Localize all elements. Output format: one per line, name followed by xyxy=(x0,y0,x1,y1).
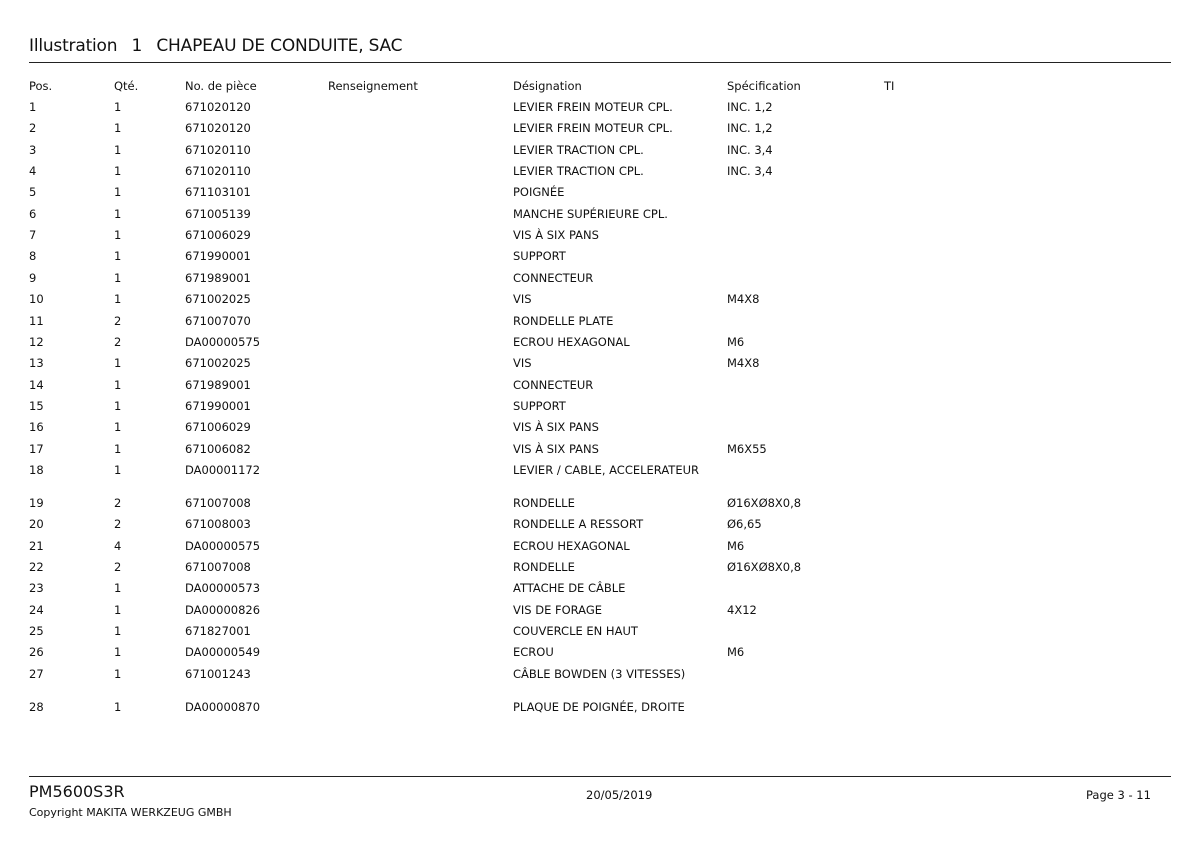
row-designation: LEVIER TRACTION CPL. xyxy=(513,164,644,179)
row-part-number: 671008003 xyxy=(185,517,251,532)
illustration-title: CHAPEAU DE CONDUITE, SAC xyxy=(156,36,403,56)
row-designation: RONDELLE xyxy=(513,560,575,574)
row-qty: 1 xyxy=(114,164,122,179)
row-part-number: 671002025 xyxy=(185,356,251,371)
header-divider xyxy=(29,62,1171,63)
row-part-number: 671006029 xyxy=(185,420,251,435)
row-qty: 2 xyxy=(114,517,122,532)
row-qty: 1 xyxy=(114,292,122,307)
row-designation: SUPPORT xyxy=(513,249,566,264)
row-qty: 1 xyxy=(114,206,122,221)
row-designation: VIS À SIX PANS xyxy=(513,420,599,435)
row-qty: 1 xyxy=(114,185,122,200)
row-part-number: 671989001 xyxy=(185,270,251,285)
row-qty: 2 xyxy=(114,495,122,510)
row-designation: RONDELLE A RESSORT xyxy=(513,517,644,532)
row-pos: 7 xyxy=(29,228,37,243)
row-part-number: 671006082 xyxy=(185,441,251,456)
row-designation: PLAQUE DE POIGNÉE, DROITE xyxy=(513,699,685,714)
row-part-number: DA00001172 xyxy=(185,462,261,477)
row-specification: Ø6,65 xyxy=(727,517,762,532)
row-part-number: DA00000575 xyxy=(185,538,261,553)
table-row xyxy=(0,248,1200,264)
table-row xyxy=(0,355,1200,371)
table-row xyxy=(0,227,1200,243)
row-designation: SUPPORT xyxy=(513,398,566,413)
row-qty: 4 xyxy=(114,538,122,553)
row-pos: 2 xyxy=(29,121,37,136)
row-designation: RONDELLE xyxy=(513,495,575,510)
row-specification: M4X8 xyxy=(727,356,760,371)
row-pos: 3 xyxy=(29,142,37,157)
row-designation: LEVIER FREIN MOTEUR CPL. xyxy=(513,100,673,114)
row-specification: Ø16XØ8X0,8 xyxy=(727,560,802,574)
row-qty: 2 xyxy=(114,560,122,574)
row-part-number: DA00000549 xyxy=(185,645,261,660)
row-pos: 26 xyxy=(29,645,44,660)
row-designation: CONNECTEUR xyxy=(513,270,594,285)
illustration-number: 1 xyxy=(131,36,143,56)
row-specification: M6 xyxy=(727,645,745,660)
row-qty: 1 xyxy=(114,121,122,136)
row-qty: 1 xyxy=(114,420,122,435)
copyright-text: Copyright MAKITA WERKZEUG GMBH xyxy=(29,806,232,819)
table-row xyxy=(0,334,1200,350)
row-pos: 23 xyxy=(29,581,44,596)
row-pos: 18 xyxy=(29,462,44,477)
row-part-number: 671020110 xyxy=(185,142,251,157)
row-pos: 1 xyxy=(29,100,37,114)
row-pos: 8 xyxy=(29,249,37,264)
row-pos: 14 xyxy=(29,377,44,392)
row-pos: 22 xyxy=(29,560,44,574)
row-pos: 5 xyxy=(29,185,37,200)
row-pos: 10 xyxy=(29,292,44,307)
table-row xyxy=(0,666,1200,682)
row-pos: 27 xyxy=(29,666,44,681)
column-header-info: Renseignement xyxy=(328,79,418,93)
row-qty: 1 xyxy=(114,581,122,596)
row-part-number: 671001243 xyxy=(185,666,251,681)
row-pos: 21 xyxy=(29,538,44,553)
table-row xyxy=(0,580,1200,596)
row-designation: CONNECTEUR xyxy=(513,377,594,392)
row-designation: VIS xyxy=(513,356,532,371)
table-row xyxy=(0,462,1200,478)
row-pos: 28 xyxy=(29,699,44,714)
row-qty: 1 xyxy=(114,228,122,243)
row-part-number: 671020120 xyxy=(185,100,251,114)
row-pos: 4 xyxy=(29,164,37,179)
row-part-number: 671007070 xyxy=(185,313,251,328)
table-row xyxy=(0,559,1200,575)
row-specification: Ø16XØ8X0,8 xyxy=(727,495,802,510)
row-qty: 1 xyxy=(114,356,122,371)
column-header-qty: Qté. xyxy=(114,79,139,93)
row-qty: 1 xyxy=(114,624,122,639)
row-designation: ATTACHE DE CÂBLE xyxy=(513,581,626,596)
row-part-number: DA00000870 xyxy=(185,699,261,714)
row-specification: M6 xyxy=(727,334,745,349)
row-pos: 13 xyxy=(29,356,44,371)
table-row xyxy=(0,538,1200,554)
table-row xyxy=(0,163,1200,179)
row-pos: 11 xyxy=(29,313,44,328)
row-part-number: 671020110 xyxy=(185,164,251,179)
row-qty: 1 xyxy=(114,249,122,264)
table-row xyxy=(0,441,1200,457)
table-row xyxy=(0,602,1200,618)
column-header-designation: Désignation xyxy=(513,79,582,93)
row-qty: 1 xyxy=(114,462,122,477)
row-qty: 1 xyxy=(114,142,122,157)
table-row xyxy=(0,644,1200,660)
row-pos: 17 xyxy=(29,441,44,456)
row-qty: 1 xyxy=(114,270,122,285)
row-designation: ECROU HEXAGONAL xyxy=(513,538,630,553)
row-part-number: 671005139 xyxy=(185,206,251,221)
row-part-number: 671827001 xyxy=(185,624,251,639)
row-designation: CÂBLE BOWDEN (3 VITESSES) xyxy=(513,666,686,681)
row-qty: 2 xyxy=(114,334,122,349)
table-row xyxy=(0,184,1200,200)
row-designation: POIGNÉE xyxy=(513,185,565,200)
row-qty: 1 xyxy=(114,441,122,456)
table-row xyxy=(0,120,1200,136)
row-specification: M4X8 xyxy=(727,292,760,307)
table-row xyxy=(0,495,1200,511)
table-header xyxy=(0,78,1200,94)
row-designation: VIS À SIX PANS xyxy=(513,228,599,243)
row-designation: ECROU HEXAGONAL xyxy=(513,334,630,349)
row-part-number: DA00000575 xyxy=(185,334,261,349)
table-row xyxy=(0,206,1200,222)
page-number: Page 3 - 11 xyxy=(1086,788,1151,802)
table-row xyxy=(0,623,1200,639)
table-row xyxy=(0,313,1200,329)
row-qty: 1 xyxy=(114,666,122,681)
row-designation: RONDELLE PLATE xyxy=(513,313,614,328)
row-pos: 20 xyxy=(29,517,44,532)
row-part-number: 671007008 xyxy=(185,560,251,574)
row-specification: INC. 3,4 xyxy=(727,164,773,179)
row-designation: VIS À SIX PANS xyxy=(513,441,599,456)
row-designation: LEVIER / CABLE, ACCELERATEUR xyxy=(513,462,700,477)
row-part-number: 671990001 xyxy=(185,398,251,413)
table-row xyxy=(0,99,1200,115)
table-row xyxy=(0,699,1200,715)
row-specification: INC. 1,2 xyxy=(727,100,773,114)
row-qty: 1 xyxy=(114,602,122,617)
row-part-number: 671002025 xyxy=(185,292,251,307)
table-row xyxy=(0,270,1200,286)
table-row xyxy=(0,398,1200,414)
row-part-number: 671989001 xyxy=(185,377,251,392)
page-title xyxy=(29,36,411,56)
row-part-number: 671020120 xyxy=(185,121,251,136)
row-pos: 15 xyxy=(29,398,44,413)
row-part-number: 671103101 xyxy=(185,185,251,200)
column-header-part-number: No. de pièce xyxy=(185,79,257,93)
row-designation: LEVIER FREIN MOTEUR CPL. xyxy=(513,121,673,136)
row-qty: 2 xyxy=(114,313,122,328)
row-qty: 1 xyxy=(114,699,122,714)
row-part-number: 671990001 xyxy=(185,249,251,264)
row-qty: 1 xyxy=(114,377,122,392)
footer-divider xyxy=(29,776,1171,777)
row-pos: 12 xyxy=(29,334,44,349)
model-number: PM5600S3R xyxy=(29,782,125,801)
row-specification: INC. 1,2 xyxy=(727,121,773,136)
table-row xyxy=(0,377,1200,393)
row-part-number: DA00000826 xyxy=(185,602,261,617)
row-pos: 24 xyxy=(29,602,44,617)
row-specification: M6X55 xyxy=(727,441,767,456)
row-part-number: DA00000573 xyxy=(185,581,261,596)
column-header-ti: TI xyxy=(884,79,895,93)
table-row xyxy=(0,142,1200,158)
row-pos: 6 xyxy=(29,206,37,221)
illustration-label: Illustration xyxy=(29,36,118,56)
row-specification: 4X12 xyxy=(727,602,757,617)
row-specification: INC. 3,4 xyxy=(727,142,773,157)
row-qty: 1 xyxy=(114,398,122,413)
row-designation: VIS xyxy=(513,292,532,307)
document-date: 20/05/2019 xyxy=(586,788,653,802)
table-row xyxy=(0,419,1200,435)
row-designation: ECROU xyxy=(513,645,554,660)
table-row xyxy=(0,291,1200,307)
row-specification: M6 xyxy=(727,538,745,553)
column-header-specification: Spécification xyxy=(727,79,801,93)
row-designation: VIS DE FORAGE xyxy=(513,602,603,617)
row-designation: COUVERCLE EN HAUT xyxy=(513,624,638,639)
row-pos: 25 xyxy=(29,624,44,639)
column-header-pos: Pos. xyxy=(29,79,53,93)
row-part-number: 671007008 xyxy=(185,495,251,510)
row-pos: 19 xyxy=(29,495,44,510)
row-qty: 1 xyxy=(114,100,122,114)
row-designation: LEVIER TRACTION CPL. xyxy=(513,142,644,157)
row-pos: 9 xyxy=(29,270,37,285)
table-row xyxy=(0,516,1200,532)
row-pos: 16 xyxy=(29,420,44,435)
row-designation: MANCHE SUPÉRIEURE CPL. xyxy=(513,206,668,221)
row-part-number: 671006029 xyxy=(185,228,251,243)
row-qty: 1 xyxy=(114,645,122,660)
